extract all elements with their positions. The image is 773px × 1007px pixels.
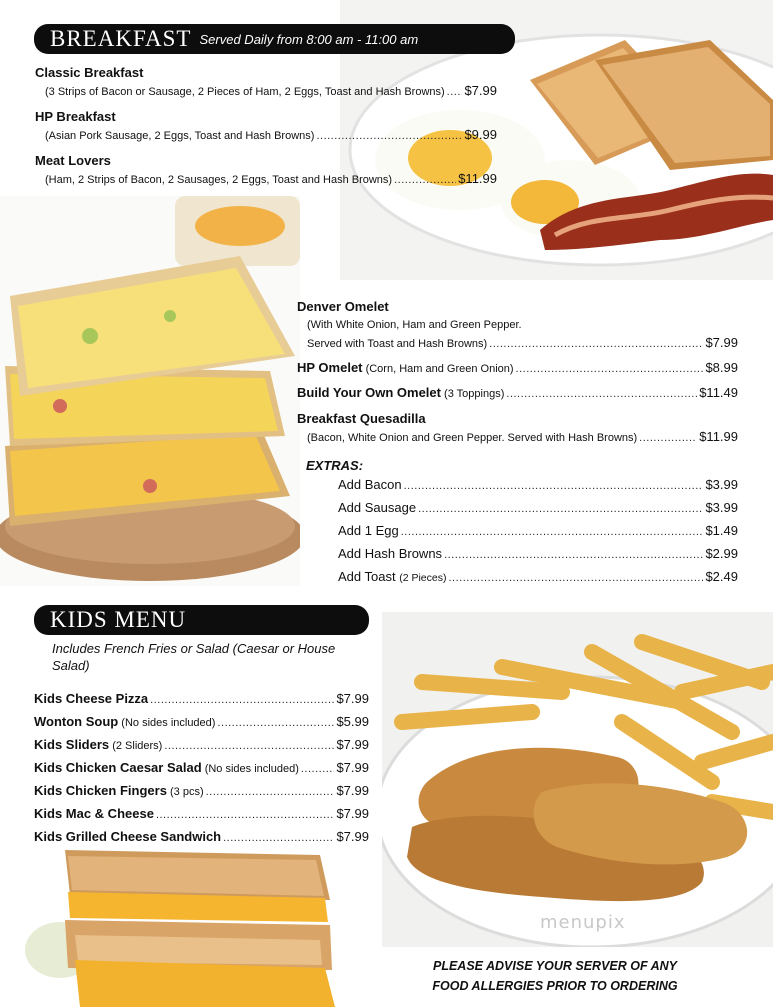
menu-item-meat-lovers — [45, 171, 497, 186]
kids-menu-title: KIDS MENU — [50, 607, 187, 632]
dot-leader — [150, 694, 334, 706]
denver-omelet-desc: (With White Onion, Ham and Green Pepper. — [307, 319, 522, 331]
item-price: $8.99 — [705, 360, 738, 375]
item-name: Classic Breakfast — [35, 65, 144, 80]
kids-subtitle-line: Includes French Fries or Salad (Caesar or House — [52, 641, 336, 656]
item-note: (2 Sliders) — [112, 740, 163, 752]
item-name: Kids Cheese Pizza — [34, 691, 149, 706]
allergy-notice — [400, 956, 710, 996]
kids-item-mac-and-cheese — [34, 806, 369, 821]
dot-leader — [516, 363, 704, 375]
item-price: $11.99 — [458, 171, 497, 186]
item-name: HP Breakfast — [35, 109, 116, 124]
dot-leader — [394, 174, 456, 186]
item-price: $7.99 — [705, 335, 738, 350]
quesadilla-name: Breakfast Quesadilla — [297, 411, 426, 426]
dot-leader — [301, 763, 335, 775]
chicken-fingers-photo — [382, 612, 773, 947]
dot-leader — [164, 740, 334, 752]
quesadilla-photo — [0, 196, 300, 586]
dot-leader — [448, 569, 703, 584]
extra-price: $2.99 — [705, 546, 738, 561]
kids-menu-subtitle — [52, 640, 335, 674]
dot-leader — [401, 523, 704, 538]
dot-leader — [404, 477, 704, 492]
item-price: $7.99 — [464, 83, 497, 98]
dot-leader — [223, 832, 334, 844]
item-name: Build Your Own Omelet — [297, 385, 441, 400]
kids-item-chicken-caesar-salad — [34, 760, 369, 775]
item-description: (Asian Pork Sausage, 2 Eggs, Toast and Hash Browns) — [45, 130, 315, 142]
extra-add-hash-browns — [338, 546, 738, 561]
kids-item-cheese-pizza — [34, 691, 369, 706]
dot-leader — [444, 546, 703, 561]
extra-name: Add Hash Browns — [338, 546, 443, 561]
item-price: $9.99 — [464, 127, 497, 142]
watermark: menupix — [540, 912, 626, 933]
menu-item-classic-breakfast — [45, 83, 497, 98]
item-price: $7.99 — [336, 760, 369, 775]
item-price: $5.99 — [336, 714, 369, 729]
item-price: $7.99 — [336, 737, 369, 752]
extra-add-sausage — [338, 500, 738, 515]
extra-add-egg — [338, 523, 738, 538]
extra-name: Add 1 Egg — [338, 523, 399, 538]
dot-leader — [447, 86, 463, 98]
dot-leader — [316, 130, 462, 142]
item-name: Kids Grilled Cheese Sandwich — [34, 829, 222, 844]
extra-price: $3.99 — [705, 477, 738, 492]
item-note: (3 Toppings) — [444, 388, 505, 400]
item-note: (No sides included) — [204, 763, 299, 775]
kids-subtitle-line: Salad) — [52, 658, 90, 673]
dot-leader — [506, 388, 697, 400]
item-name: Kids Chicken Caesar Salad — [34, 760, 202, 775]
kids-menu-header — [34, 605, 369, 635]
item-description: (3 Strips of Bacon or Sausage, 2 Pieces of Ham, 2 Eggs, Toast and Hash Browns) — [45, 86, 445, 98]
dot-leader — [489, 338, 703, 350]
dot-leader — [639, 432, 697, 444]
grilled-cheese-photo — [20, 840, 335, 1007]
kids-item-sliders — [34, 737, 369, 752]
extra-name: Add Bacon — [338, 477, 402, 492]
dot-leader — [156, 809, 335, 821]
extra-name: Add Toast — [338, 569, 396, 584]
dot-leader — [418, 500, 703, 515]
extra-price: $3.99 — [705, 500, 738, 515]
menu-item-denver-omelet — [307, 335, 738, 350]
item-description: Served with Toast and Hash Browns) — [307, 338, 488, 350]
extra-add-toast — [338, 569, 738, 584]
item-name: Wonton Soup — [34, 714, 119, 729]
menu-item-build-your-own-omelet — [297, 385, 738, 400]
kids-item-grilled-cheese-sandwich — [34, 829, 369, 844]
kids-item-chicken-fingers — [34, 783, 369, 798]
item-note: (No sides included) — [121, 717, 216, 729]
item-price: $7.99 — [336, 806, 369, 821]
extra-price: $2.49 — [705, 569, 738, 584]
kids-item-wonton-soup — [34, 714, 369, 729]
item-description: (Ham, 2 Strips of Bacon, 2 Sausages, 2 Eggs, Toast and Hash Browns) — [45, 174, 393, 186]
item-name: Kids Chicken Fingers — [34, 783, 167, 798]
item-note: (Corn, Ham and Green Onion) — [365, 363, 514, 375]
item-description: (Bacon, White Onion and Green Pepper. Served with Hash Browns) — [307, 432, 638, 444]
breakfast-header — [34, 24, 515, 54]
dot-leader — [206, 786, 335, 798]
menu-item-breakfast-quesadilla — [307, 429, 738, 444]
denver-omelet-name: Denver Omelet — [297, 299, 389, 314]
item-price: $11.99 — [699, 429, 738, 444]
item-note: (3 pcs) — [169, 786, 204, 798]
menu-item-hp-breakfast — [45, 127, 497, 142]
item-name: HP Omelet — [297, 360, 363, 375]
breakfast-hours: Served Daily from 8:00 am - 11:00 am — [199, 31, 419, 47]
menu-item-hp-omelet — [297, 360, 738, 375]
item-price: $7.99 — [336, 829, 369, 844]
allergy-notice-line: FOOD ALLERGIES PRIOR TO ORDERING — [432, 979, 678, 993]
item-name: Meat Lovers — [35, 153, 111, 168]
extra-add-bacon — [338, 477, 738, 492]
item-name: Kids Mac & Cheese — [34, 806, 154, 821]
item-price: $11.49 — [699, 385, 738, 400]
extras-title: EXTRAS: — [306, 458, 364, 473]
allergy-notice-line: PLEASE ADVISE YOUR SERVER OF ANY — [432, 959, 678, 973]
breakfast-title: BREAKFAST — [50, 26, 192, 51]
extra-name: Add Sausage — [338, 500, 417, 515]
item-price: $7.99 — [336, 783, 369, 798]
extra-price: $1.49 — [705, 523, 738, 538]
extra-note: (2 Pieces) — [399, 572, 447, 584]
dot-leader — [217, 717, 334, 729]
item-price: $7.99 — [336, 691, 369, 706]
item-name: Kids Sliders — [34, 737, 110, 752]
